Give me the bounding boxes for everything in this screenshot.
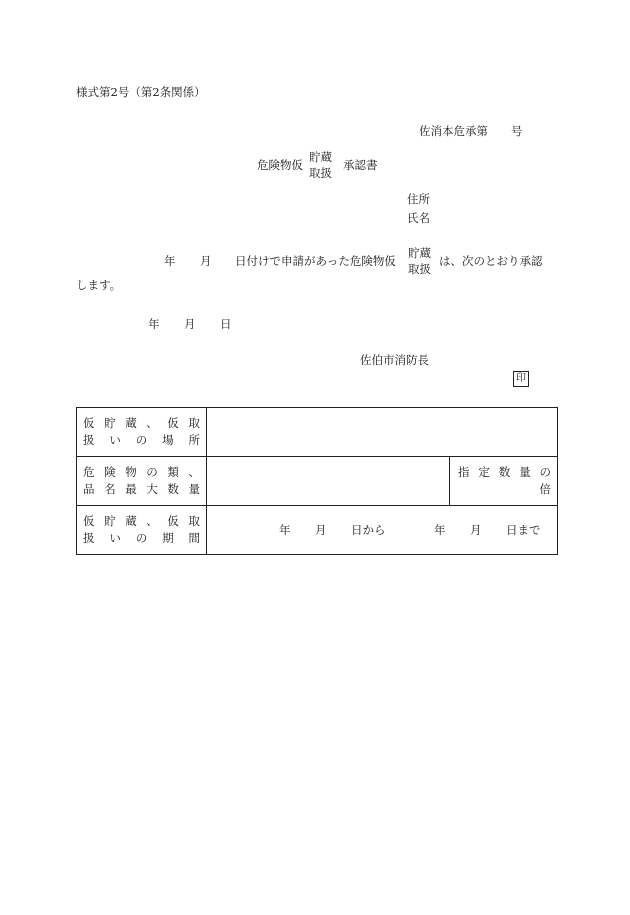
title-prefix: 危険物仮 bbox=[257, 158, 303, 172]
title-option-handling: 取扱 bbox=[309, 166, 332, 180]
title-option-storage: 貯蔵 bbox=[309, 150, 332, 164]
form-number: 様式第2号（第2条関係） bbox=[76, 85, 206, 99]
body-tail: は、次のとおり承認 bbox=[439, 254, 543, 268]
table-row-location bbox=[77, 408, 558, 457]
location-label-line1: 仮 貯 蔵 、 仮 取 bbox=[83, 416, 200, 430]
issuer-name: 佐伯市消防長 bbox=[360, 353, 429, 367]
quantity-ratio-cell bbox=[450, 457, 558, 506]
issue-year: 年 bbox=[148, 317, 160, 331]
seal-mark: 印 bbox=[513, 371, 529, 387]
issue-month: 月 bbox=[184, 317, 196, 331]
body-continuation: します。 bbox=[76, 278, 122, 292]
period-label-line1: 仮 貯 蔵 、 仮 取 bbox=[83, 514, 200, 528]
hazmat-label-cell bbox=[77, 457, 207, 506]
period-to-month: 月 bbox=[470, 523, 482, 537]
location-value-cell bbox=[207, 408, 558, 457]
period-from-day: 日から bbox=[351, 523, 386, 537]
table-row-hazmat bbox=[77, 457, 558, 506]
title-suffix: 承認書 bbox=[343, 158, 378, 172]
reference-number: 佐消本危承第 号 bbox=[419, 124, 523, 138]
body-year: 年 bbox=[164, 254, 176, 268]
body-option-storage: 貯蔵 bbox=[408, 246, 431, 260]
period-label-line2: 扱 い の 期 間 bbox=[83, 531, 200, 545]
hazmat-value-cell bbox=[207, 457, 450, 506]
period-to-day: 日まで bbox=[506, 523, 541, 537]
location-label-cell bbox=[77, 408, 207, 457]
hazmat-label-line1: 危 険 物 の 類 、 bbox=[83, 465, 200, 479]
address-label: 住所 bbox=[407, 192, 430, 206]
period-from-month: 月 bbox=[315, 523, 327, 537]
quantity-ratio-label: 指定数量の bbox=[458, 465, 551, 479]
period-from-year: 年 bbox=[279, 523, 291, 537]
location-label-line2: 扱 い の 場 所 bbox=[83, 433, 200, 447]
hazmat-label-line2: 品 名 最 大 数 量 bbox=[83, 482, 200, 496]
table-row-period bbox=[77, 506, 558, 555]
period-label-cell bbox=[77, 506, 207, 555]
body-option-handling: 取扱 bbox=[408, 262, 431, 276]
body-month: 月 bbox=[200, 254, 212, 268]
name-label: 氏名 bbox=[407, 211, 430, 225]
period-to-year: 年 bbox=[434, 523, 446, 537]
quantity-ratio-unit: 倍 bbox=[539, 482, 551, 496]
body-day-phrase: 日付けで申請があった危険物仮 bbox=[235, 254, 396, 268]
issue-day: 日 bbox=[220, 317, 232, 331]
period-value-cell bbox=[207, 506, 558, 555]
body-option-stack bbox=[408, 245, 431, 277]
title-option-stack bbox=[309, 149, 332, 181]
details-table bbox=[76, 407, 558, 555]
